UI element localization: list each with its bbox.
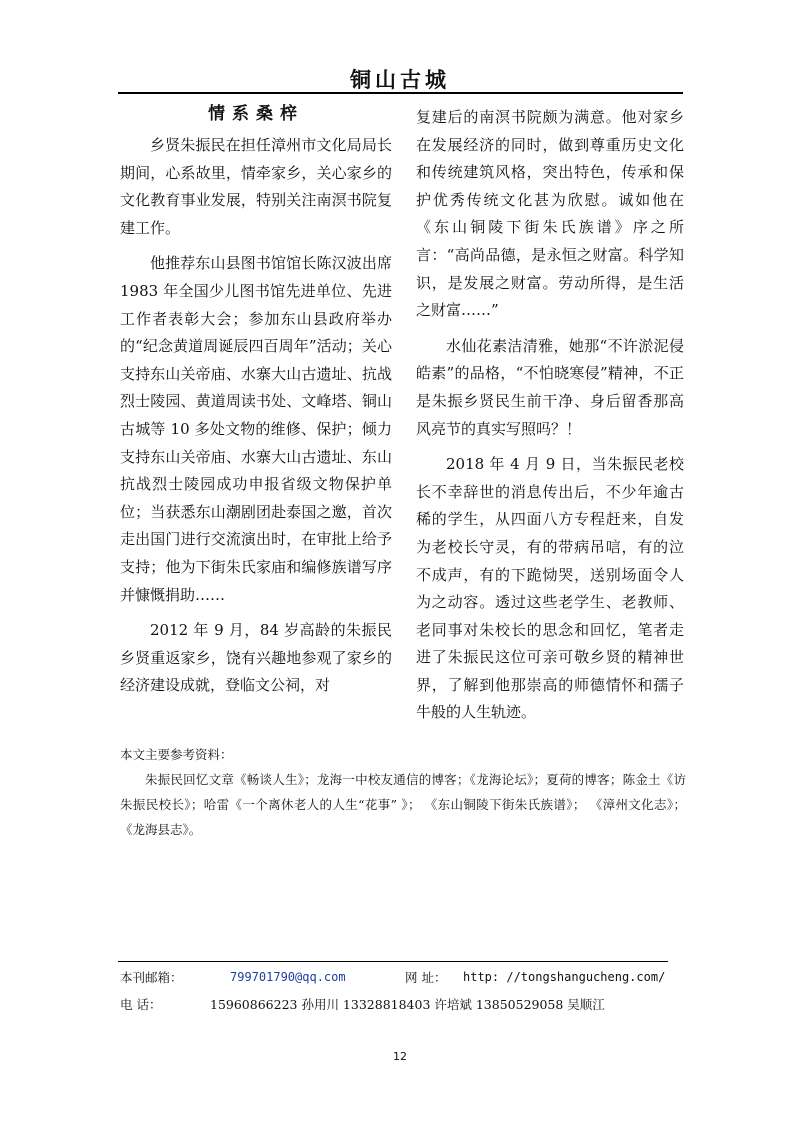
page-number: 12 (393, 1050, 407, 1063)
footer-divider (118, 961, 668, 962)
journal-title: 铜山古城 (350, 68, 450, 92)
article-paragraph: 2018 年 4 月 9 日，当朱振民老校长不幸辞世的消息传出后，不少年逾古稀的学生，从四面八方专程赶来，自发为老校长守灵，有的带病吊唁，有的泣不成声，有的下跪恸哭，送别场面令人为之动容。透过这些老学生、老教师、老同事对朱校长的思念和回忆，笔者走进了朱振民这位可亲可敬乡贤的精神世界，了解到他那崇高的师德情怀和孺子牛般的人生轨迹。 (416, 455, 684, 722)
article-right-column (416, 104, 684, 735)
footer-phone-row (120, 991, 680, 1018)
footer (120, 964, 680, 1018)
website-link[interactable]: http: //tongshangucheng.com/ (463, 970, 666, 984)
article-paragraph: 2012 年 9 月，84 岁高龄的朱振民乡贤重返家乡，饶有兴趣地参观了家乡的经济建设成就，登临文公祠，对 (120, 621, 392, 695)
footer-contact-row (120, 964, 680, 991)
phone-numbers: 15960866223 孙用川 13328818403 许培斌 13850529058 吴顺江 (210, 997, 605, 1012)
email-link[interactable]: 799701790@qq.com (230, 970, 346, 984)
references-section (120, 742, 686, 842)
header-divider (118, 92, 683, 94)
article-paragraph: 他推荐东山县图书馆馆长陈汉波出席 1983 年全国少儿图书馆先进单位、先进工作者表彰大会；参加东山县政府举办的“纪念黄道周诞辰四百周年”活动；关心支持东山关帝庙、水寨大山古遗址、抗战烈士陵园、黄道周读书处、文峰塔、铜山古城等 10 多处文物的维修、保护；倾力支持东山关帝庙、水寨大山古遗址、东山抗战烈士陵园成功申报省级文物保护单位；当获悉东山潮剧团赴泰国之邀，首次走出国门进行交流演出时，在审批上给予支持；他为下街朱氏家庙和编修族谱写序并慷慨捐助…… (120, 254, 392, 604)
article-paragraph: 水仙花素洁清雅，她那“不许淤泥侵皓素”的品格，“不怕晓寒侵”精神，不正是朱振乡贤民生前干净、身后留香那高风亮节的真实写照吗？！ (416, 336, 684, 438)
article-left-column (120, 100, 392, 708)
email-label: 本刊邮箱： (120, 970, 183, 985)
article-paragraph: 乡贤朱振民在担任漳州市文化局局长期间，心系故里，情牵家乡，关心家乡的文化教育事业发展，特别关注南溟书院复建工作。 (120, 136, 392, 237)
article-title: 情系桑梓 (208, 104, 304, 124)
article-paragraph-continued: 复建后的南溟书院颇为满意。他对家乡在发展经济的同时，做到尊重历史文化和传统建筑风格，突出特色，传承和保护优秀传统文化甚为欣慰。诚如他在《东山铜陵下街朱氏族谱》序之所言：“高尚品德，是永恒之财富。科学知识，是发展之财富。劳动所得，是生活之财富……” (416, 108, 684, 320)
references-heading: 本文主要参考资料： (120, 747, 233, 762)
website-label: 网 址： (405, 970, 447, 985)
phone-label: 电 话： (120, 997, 162, 1012)
references-body: 朱振民回忆文章《畅谈人生》；龙海一中校友通信的博客；《龙海论坛》；夏荷的博客；陈金土《访朱振民校长》；哈雷《一个离休老人的人生“花事” 》； 《东山铜陵下街朱氏族谱》； 《漳州文化志》； 《龙海县志》。 (120, 772, 686, 837)
